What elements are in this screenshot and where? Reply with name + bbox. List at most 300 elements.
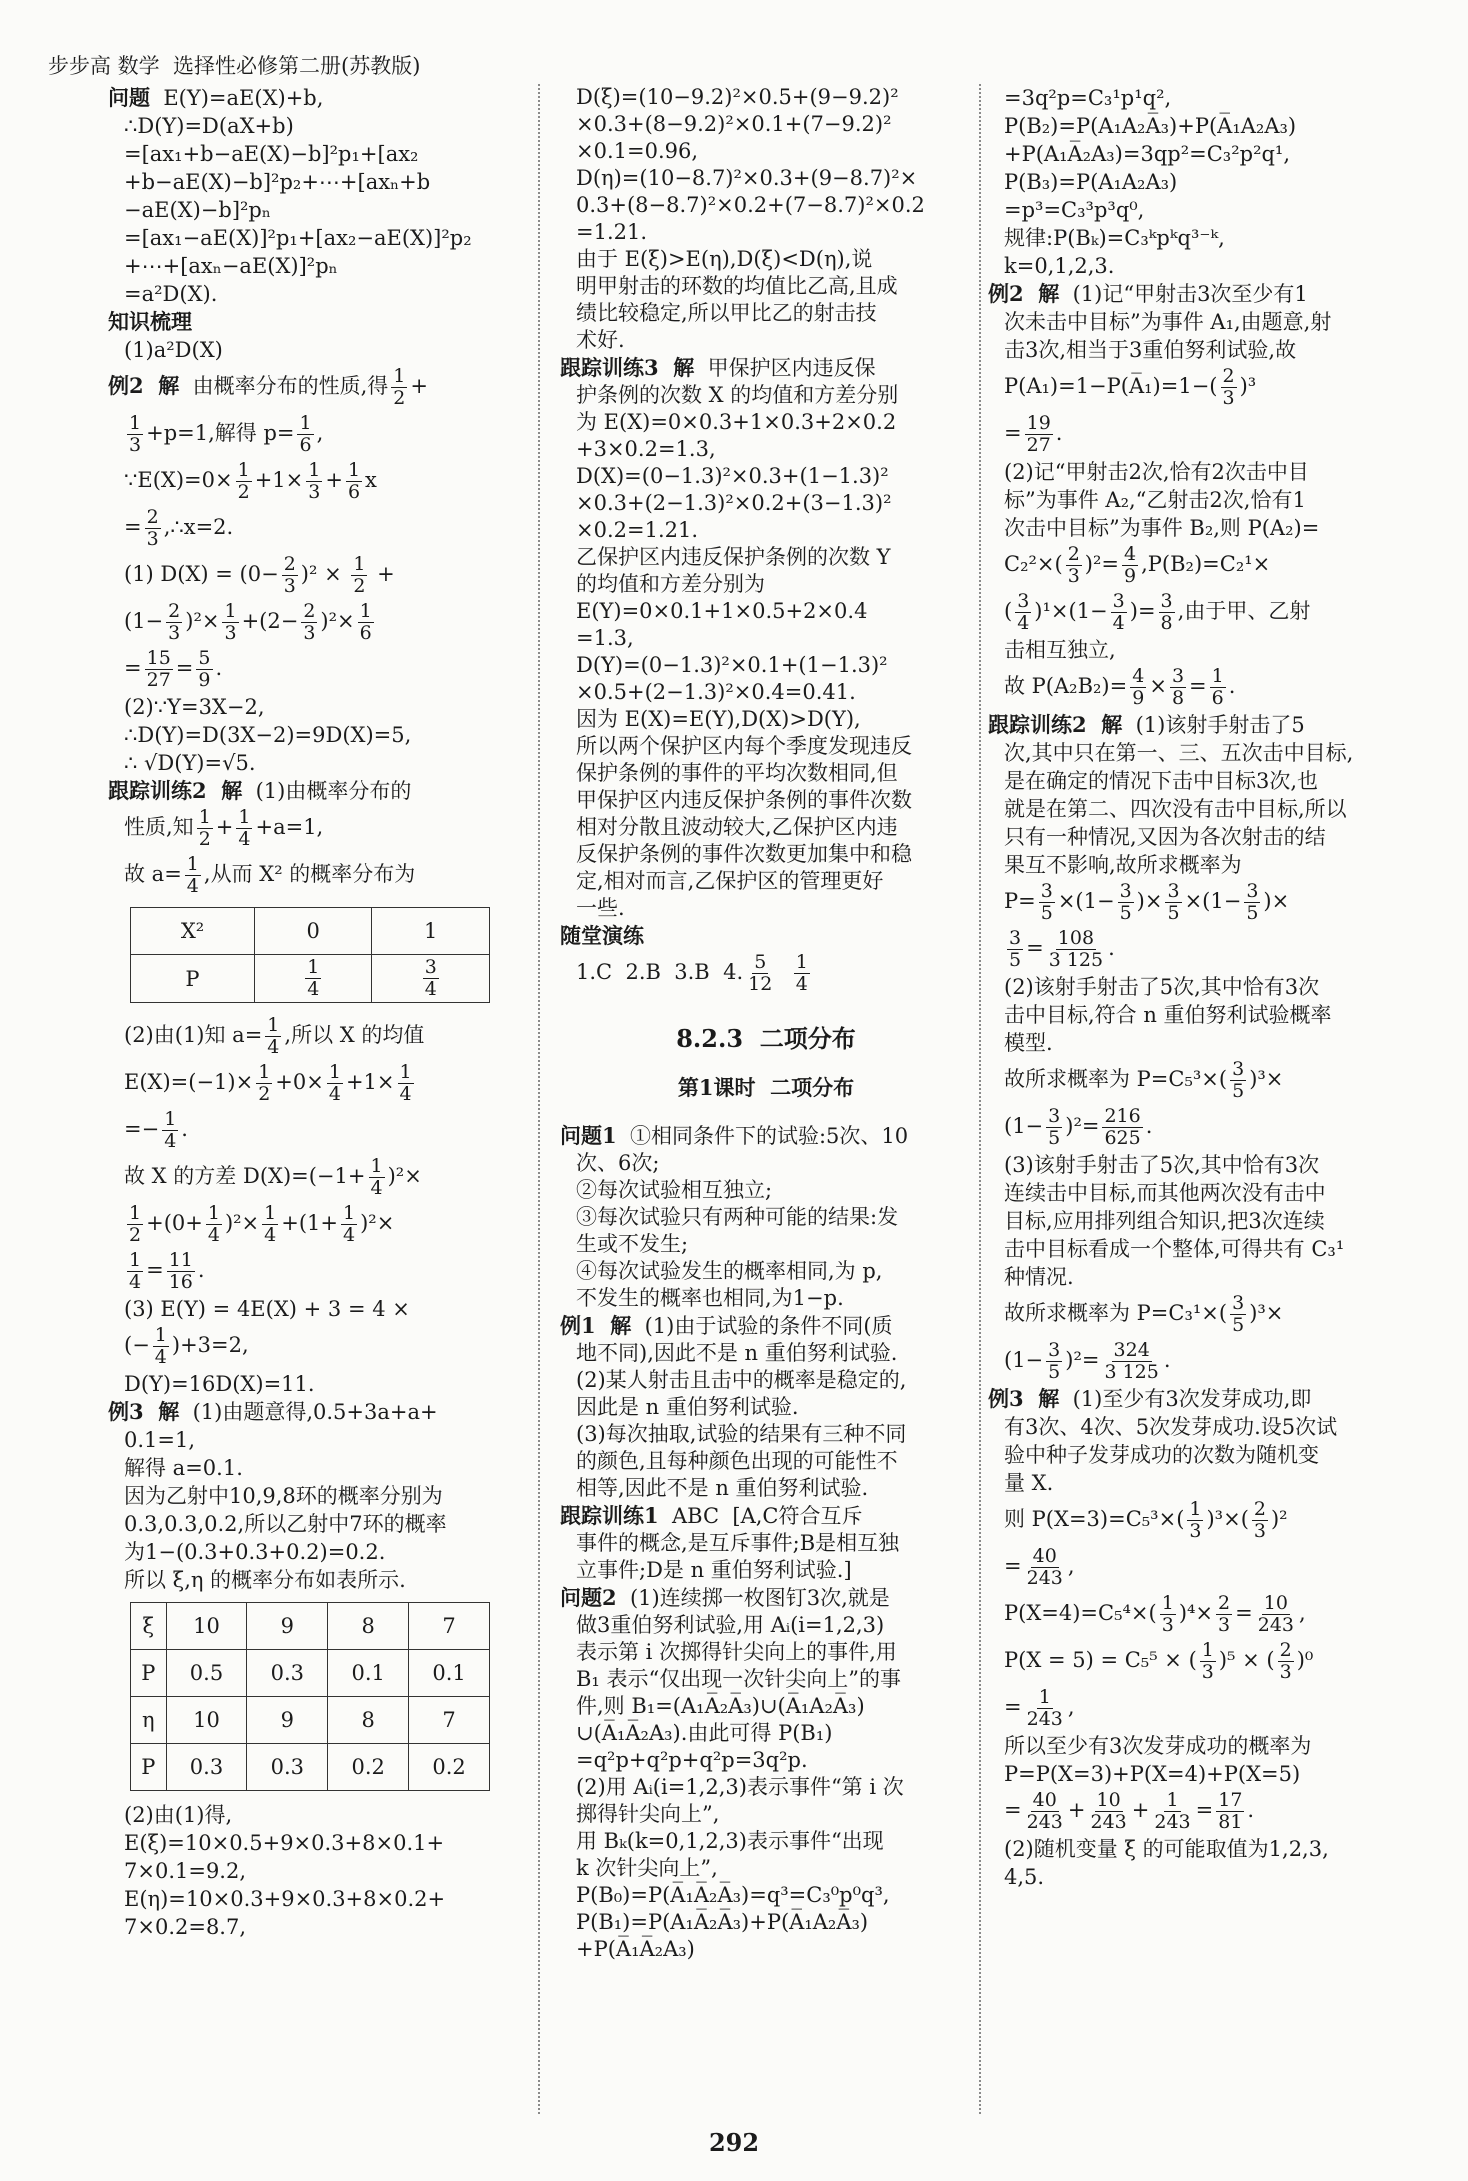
text-line <box>560 706 972 733</box>
text-line <box>560 1340 972 1367</box>
text-run: P(B₃)=P(A₁A₂A₃) <box>1004 170 1178 194</box>
fraction-denominator: 4 <box>795 973 808 995</box>
text-run: 生或不发生; <box>576 1232 689 1256</box>
text-run: 由于 E(ξ)>E(η),D(ξ)<D(η),说 <box>576 247 873 271</box>
text-run: 为1−(0.3+0.3+0.2)=0.2. <box>124 1540 386 1564</box>
section-label: 跟踪训练2 解 <box>108 778 243 803</box>
table-cell: 10 <box>166 1697 247 1744</box>
text-run: C₂²×( <box>1004 552 1063 576</box>
text-line <box>560 652 972 679</box>
fraction-numerator: 1 <box>328 1061 341 1083</box>
table-cell: 0.5 <box>166 1650 247 1697</box>
table-cell: 0.3 <box>247 1744 328 1791</box>
text-run: ×0.3+(2−1.3)²×0.2+(3−1.3)² <box>576 491 892 515</box>
text-run: 4,5. <box>1004 1865 1045 1889</box>
fraction <box>1111 591 1127 634</box>
text-run: 故 X 的方差 D(X)=(−1+ <box>124 1164 366 1188</box>
text-run: D(X)=(0−1.3)²×0.3+(1−1.3)² <box>576 464 889 488</box>
fraction <box>1256 1593 1296 1636</box>
fraction-denominator: 243 <box>1090 1811 1127 1833</box>
text-run: 7×0.2=8.7, <box>124 1915 247 1939</box>
text-line <box>560 246 972 273</box>
fraction-denominator: 625 <box>1104 1127 1141 1149</box>
table-row <box>131 1697 490 1744</box>
text-line <box>560 1882 972 1909</box>
fraction-numerator: 3 <box>1017 590 1030 612</box>
table-row <box>131 955 490 1003</box>
text-run: (2)某人射击且击中的概率是稳定的, <box>576 1368 907 1392</box>
fraction-denominator: 3 <box>129 434 142 456</box>
text-run: E(Y)=0×0.1+1×0.5+2×0.4 <box>576 599 868 623</box>
text-line <box>108 1201 520 1248</box>
text-run: . <box>1228 674 1236 698</box>
text-line <box>108 140 520 168</box>
text-line <box>560 571 972 598</box>
fraction <box>369 1156 385 1199</box>
text-run: +b−aE(X)−b]²p₂+⋯+[axₙ+b <box>124 170 431 194</box>
text-line <box>988 112 1388 140</box>
fraction <box>1025 1790 1065 1833</box>
text-line <box>560 1204 972 1231</box>
fraction <box>262 1203 278 1246</box>
text-line <box>108 1013 520 1060</box>
fraction-numerator: 1 <box>258 1061 271 1083</box>
fraction <box>162 1109 178 1152</box>
text-run: −aE(X)−b]²pₙ <box>124 198 271 222</box>
table-cell: 0 <box>255 908 372 955</box>
table-cell: 8 <box>328 1697 409 1744</box>
text-run: = <box>146 1258 164 1282</box>
text-line <box>108 1885 520 1913</box>
fraction-numerator: 2 <box>1222 365 1235 387</box>
text-run: 甲保护区内违反保 <box>694 356 876 380</box>
text-run: 事件的概念,是互斥事件;B是相互独 <box>576 1531 900 1555</box>
fraction-denominator: 6 <box>1211 687 1224 709</box>
text-line <box>560 1367 972 1394</box>
text-line <box>560 1693 972 1720</box>
section-heading <box>560 1019 972 1054</box>
text-line <box>988 1413 1388 1441</box>
section-label: 例3 解 <box>988 1386 1060 1411</box>
text-run: )²= <box>1084 552 1120 576</box>
text-run: (3)每次抽取,试验的结果有三种不同 <box>576 1422 907 1446</box>
text-run: = <box>1004 1554 1022 1578</box>
text-run: 次未击中目标”为事件 A₁,由题意,射 <box>1004 310 1332 334</box>
fraction-denominator: 4 <box>343 1224 356 1246</box>
text-run: (1)a²D(X) <box>124 338 223 362</box>
fraction-denominator: 3 <box>1201 1661 1214 1683</box>
fraction-numerator: 4 <box>1124 543 1137 565</box>
text-run: ③每次试验只有两种可能的结果:发 <box>576 1205 899 1229</box>
fraction-numerator: 1 <box>237 459 250 481</box>
text-line <box>108 224 520 252</box>
fraction <box>1278 1640 1294 1683</box>
fraction-numerator: 1 <box>264 1202 277 1224</box>
text-line <box>560 111 972 138</box>
text-line <box>560 219 972 246</box>
fraction-numerator: 3 <box>1112 590 1125 612</box>
running-header: 步步高 数学 选择性必修第二册(苏教版) <box>48 54 421 78</box>
fraction-numerator: 2 <box>303 600 316 622</box>
fraction <box>236 460 252 503</box>
text-line <box>988 140 1388 168</box>
text-line <box>108 252 520 280</box>
fraction-denominator: 3 <box>1189 1520 1202 1542</box>
text-run: 因为 E(X)=E(Y),D(X)>D(Y), <box>576 707 861 731</box>
fraction <box>1160 1593 1176 1636</box>
fraction-numerator: 17 <box>1218 1789 1243 1811</box>
text-line <box>108 1154 520 1201</box>
fraction-numerator: 1 <box>795 951 808 973</box>
text-line <box>108 1398 520 1426</box>
text-run: 有3次、4次、5次发芽成功.设5次试 <box>1004 1415 1338 1439</box>
text-run: )²× <box>185 609 220 633</box>
text-line <box>560 1801 972 1828</box>
table-cell: X² <box>131 908 255 955</box>
text-run: ∴D(Y)=D(aX+b) <box>124 114 294 138</box>
fraction-denominator: 243 <box>1026 1708 1063 1730</box>
fraction-numerator: 324 <box>1113 1339 1150 1361</box>
text-run: x <box>365 468 377 492</box>
text-run: . <box>215 656 223 680</box>
text-line <box>108 1857 520 1885</box>
answer-column-middle <box>560 84 972 1963</box>
fraction-denominator: 3 <box>308 481 321 503</box>
text-run: D(η)=(10−8.7)²×0.3+(9−8.7)²× <box>576 166 918 190</box>
text-line <box>108 646 520 693</box>
fraction <box>1047 928 1105 971</box>
fraction-denominator: 9 <box>198 669 211 691</box>
fraction <box>346 460 362 503</box>
text-line <box>988 851 1388 879</box>
fraction-denominator: 4 <box>238 828 251 850</box>
text-run: 故所求概率为 P=C₅³×( <box>1004 1067 1228 1091</box>
fraction-numerator: 2 <box>1218 1592 1231 1614</box>
section-label: 例3 解 <box>108 1399 180 1424</box>
text-line <box>560 733 972 760</box>
text-run: 标”为事件 A₂,“乙射击2次,恰有1 <box>1004 488 1306 512</box>
text-run: )³× <box>1249 1301 1284 1325</box>
text-line <box>560 300 972 327</box>
fraction <box>306 460 322 503</box>
text-run: )⁴× <box>1178 1601 1214 1625</box>
fraction-denominator: 2 <box>353 575 366 597</box>
text-run: = <box>1004 421 1022 445</box>
text-line <box>988 589 1388 636</box>
text-line <box>108 1370 520 1398</box>
fraction-denominator: 6 <box>359 622 372 644</box>
text-run: +P(A₁A̅₂A₃)=3qp²=C₃²p²q¹, <box>1004 142 1291 166</box>
fraction-denominator: 9 <box>1132 687 1145 709</box>
text-line <box>560 354 972 382</box>
text-line <box>560 1855 972 1882</box>
text-run: 只有一种情况,又因为各次射击的结 <box>1004 825 1326 849</box>
column-divider <box>979 84 981 2114</box>
text-run: P(A₁)=1−P(A̅₁)=1−( <box>1004 374 1218 398</box>
fraction-numerator: 40 <box>1032 1545 1057 1567</box>
fraction-numerator: 3 <box>1040 880 1053 902</box>
text-run: (2)随机变量 ξ 的可能取值为1,2,3, <box>1004 1837 1329 1861</box>
text-run: 1.C 2.B 3.B 4. <box>576 960 744 984</box>
text-run: + <box>1131 1798 1150 1822</box>
probability-table <box>130 907 490 1003</box>
text-run: 规律:P(Bₖ)=C₃ᵏpᵏq³⁻ᵏ, <box>1004 226 1225 250</box>
fraction-numerator: 2 <box>146 506 159 528</box>
text-line <box>560 1666 972 1693</box>
text-run: 0.3,0.3,0.2,所以乙射中7环的概率 <box>124 1512 447 1536</box>
text-line <box>560 868 972 895</box>
fraction-denominator: 3 <box>168 622 181 644</box>
fraction-numerator: 1 <box>164 1108 177 1130</box>
text-run: +P(A̅₁A̅₂A₃) <box>576 1937 695 1961</box>
text-line <box>108 805 520 852</box>
text-line <box>988 308 1388 336</box>
text-line <box>988 364 1388 411</box>
fraction-numerator: 3 <box>1167 880 1180 902</box>
text-line <box>108 336 520 364</box>
text-run: 解得 a=0.1. <box>124 1456 243 1480</box>
fraction-denominator: 5 <box>1009 949 1022 971</box>
text-line <box>988 823 1388 851</box>
text-run: 模型. <box>1004 1031 1053 1055</box>
text-line <box>560 1475 972 1502</box>
text-line <box>108 852 520 899</box>
text-run: 为 E(X)=0×0.3+1×0.3+2×0.2 <box>576 410 897 434</box>
text-line <box>560 1448 972 1475</box>
text-run: E(η)=10×0.3+9×0.3+8×0.2+ <box>124 1887 446 1911</box>
text-run: 反保护条例的事件次数更加集中和稳 <box>576 842 912 866</box>
section-label: 随堂演练 <box>560 923 644 948</box>
fraction <box>1015 591 1031 634</box>
table-cell: η <box>131 1697 167 1744</box>
table-cell <box>372 955 490 1003</box>
text-run: + <box>325 468 343 492</box>
fraction <box>1230 1059 1246 1102</box>
fraction-numerator: 1 <box>207 1202 220 1224</box>
text-run: 7×0.1=9.2, <box>124 1859 247 1883</box>
fraction-numerator: 1 <box>399 1061 412 1083</box>
text-line <box>108 168 520 196</box>
text-run: ∪(A̅₁A̅₂A₃).由此可得 P(B₁) <box>576 1721 833 1745</box>
fraction-numerator: 1 <box>343 1202 356 1224</box>
fraction-numerator: 2 <box>1253 1498 1266 1520</box>
text-run: 次,其中只在第一、三、五次击中目标, <box>1004 741 1354 765</box>
fraction-numerator: 1 <box>267 1014 280 1036</box>
fraction-denominator: 5 <box>1167 902 1180 924</box>
text-line <box>560 1312 972 1340</box>
fraction-numerator: 3 <box>1048 1105 1061 1127</box>
text-run: , <box>1067 1695 1075 1719</box>
text-run: P=P(X=3)+P(X=4)+P(X=5) <box>1004 1762 1301 1786</box>
fraction-numerator: 1 <box>308 459 321 481</box>
text-run: (1)由题意得,0.5+3a+a+ <box>179 1400 438 1424</box>
text-line <box>560 895 972 922</box>
text-run: ∵E(X)=0× <box>124 468 233 492</box>
fraction-denominator: 4 <box>129 1271 142 1293</box>
fraction <box>1025 413 1053 456</box>
fraction-denominator: 4 <box>207 1224 220 1246</box>
text-line <box>108 1323 520 1370</box>
answer-column-left <box>108 84 520 1941</box>
text-run: P(X = 5) = C₅⁵ × ( <box>1004 1648 1197 1672</box>
text-run: D(Y)=16D(X)=11. <box>124 1372 315 1396</box>
fraction <box>1046 1340 1062 1383</box>
text-run: )²= <box>1065 1348 1100 1372</box>
fraction-numerator: 3 <box>1048 1339 1061 1361</box>
text-run: + <box>1067 1798 1086 1822</box>
fraction-denominator: 8 <box>1160 612 1173 634</box>
text-run: 所以两个保护区内每个季度发现违反 <box>576 734 912 758</box>
text-run: 因为乙射中10,9,8环的概率分别为 <box>124 1484 443 1508</box>
text-line <box>988 1385 1388 1413</box>
text-line <box>560 1936 972 1963</box>
fraction-denominator: 3 <box>1067 565 1080 587</box>
section-label: 跟踪训练3 解 <box>560 355 695 380</box>
table-cell: 7 <box>409 1697 490 1744</box>
text-run: 第1课时 二项分布 <box>677 1075 855 1100</box>
section-label: 例2 解 <box>988 281 1060 306</box>
fraction <box>341 1203 357 1246</box>
fraction <box>1118 881 1134 924</box>
text-run: (2)由(1)知 a= <box>124 1023 263 1047</box>
text-run: 因此是 n 重伯努利试验. <box>576 1395 799 1419</box>
text-run: + <box>370 562 395 586</box>
text-line <box>560 1258 972 1285</box>
fraction-numerator: 1 <box>129 1249 142 1271</box>
text-run: 保护条例的事件的平均次数相同,但 <box>576 761 898 785</box>
text-line <box>988 1788 1388 1835</box>
text-run: =p³=C₃³p³q⁰, <box>1004 198 1145 222</box>
text-run: 次、6次; <box>576 1151 660 1175</box>
fraction <box>297 413 313 456</box>
text-run: 击中目标看成一个整体,可得共有 C₃¹ <box>1004 1237 1345 1261</box>
text-line <box>560 1828 972 1855</box>
fraction <box>1159 591 1175 634</box>
text-line <box>108 552 520 599</box>
text-run: . <box>197 1258 205 1282</box>
fraction <box>127 413 143 456</box>
text-run: 定,相对而言,乙保护区的管理更好 <box>576 869 884 893</box>
fraction-denominator: 3 <box>146 528 159 550</box>
fraction-numerator: 1 <box>198 806 211 828</box>
fraction-numerator: 1 <box>347 459 361 481</box>
fraction-denominator: 16 <box>168 1271 193 1293</box>
text-line <box>988 1235 1388 1263</box>
fraction-numerator: 2 <box>1279 1639 1292 1661</box>
text-run: 件,则 B₁=(A₁A̅₂A̅₃)∪(A̅₁A₂A̅₃) <box>576 1694 865 1718</box>
text-run: = <box>1004 1695 1022 1719</box>
text-run: = <box>1004 1798 1022 1822</box>
text-run: 护条例的次数 X 的均值和方差分别 <box>576 383 899 407</box>
text-line <box>560 463 972 490</box>
text-line <box>988 1544 1388 1591</box>
text-run: + <box>215 815 234 839</box>
fraction-denominator: 243 <box>1257 1614 1294 1636</box>
table-cell: 1 <box>372 908 490 955</box>
fraction <box>1170 666 1186 709</box>
text-run: )× <box>1263 889 1290 913</box>
fraction-numerator: 10 <box>1096 1789 1121 1811</box>
fraction <box>746 952 774 995</box>
fraction <box>1088 1790 1128 1833</box>
text-run: k=0,1,2,3. <box>1004 254 1115 278</box>
text-line <box>108 1482 520 1510</box>
text-line <box>988 1441 1388 1469</box>
text-run: = <box>1189 674 1207 698</box>
lesson-heading <box>560 1072 972 1102</box>
text-run: P(B₁)=P(A₁A̅₂A̅₃)+P(A̅₁A₂A̅₃) <box>576 1910 869 1934</box>
text-run: ×0.5+(2−1.3)²×0.4=0.41. <box>576 680 856 704</box>
text-run: ABC [A,C符合互斥 <box>658 1504 863 1528</box>
text-line <box>988 711 1388 739</box>
text-line <box>988 84 1388 112</box>
text-line <box>108 1510 520 1538</box>
fraction-denominator: 4 <box>1112 612 1125 634</box>
text-run: ×(1− <box>1184 889 1242 913</box>
text-run: ×0.2=1.21. <box>576 518 699 542</box>
fraction-denominator: 243 <box>1154 1811 1191 1833</box>
fraction-numerator: 1 <box>1038 1686 1051 1708</box>
section-label: 例1 解 <box>560 1313 632 1338</box>
text-line <box>560 1150 972 1177</box>
table-cell: 7 <box>409 1603 490 1650</box>
text-run: ④每次试验发生的概率相同,为 p, <box>576 1259 883 1283</box>
text-run: P= <box>1004 889 1036 913</box>
text-line <box>108 721 520 749</box>
text-run: ×0.3+(8−9.2)²×0.1+(7−9.2)² <box>576 112 892 136</box>
text-run: = <box>1235 1601 1253 1625</box>
text-line <box>108 458 520 505</box>
text-line <box>108 777 520 805</box>
text-line <box>560 1231 972 1258</box>
table-cell: 9 <box>247 1697 328 1744</box>
text-run: 种情况. <box>1004 1265 1074 1289</box>
text-line <box>560 787 972 814</box>
fraction <box>1152 1790 1192 1833</box>
text-run: , <box>1067 1554 1075 1578</box>
text-line <box>560 192 972 219</box>
text-line <box>108 196 520 224</box>
text-run: =1.21. <box>576 220 648 244</box>
text-run: )²× <box>320 609 355 633</box>
text-run: = <box>124 515 142 539</box>
table-cell: P <box>131 955 255 1003</box>
text-line <box>560 922 972 950</box>
text-line <box>108 599 520 646</box>
text-line <box>108 1913 520 1941</box>
fraction-denominator: 5 <box>1232 1080 1245 1102</box>
text-run: +p=1,解得 p= <box>146 421 295 445</box>
fraction-denominator: 4 <box>267 1036 280 1058</box>
text-line <box>560 625 972 652</box>
fraction-denominator: 3 <box>283 575 296 597</box>
text-run: +1× <box>254 468 304 492</box>
text-run: +a=1, <box>255 815 324 839</box>
fraction-numerator: 1 <box>353 553 366 575</box>
fraction <box>1216 1790 1244 1833</box>
text-run: 掷得针尖向上”, <box>576 1802 720 1826</box>
fraction <box>196 648 212 691</box>
text-run: (2)该射手射击了5次,其中恰有3次 <box>1004 975 1320 999</box>
table-cell: 0.3 <box>247 1650 328 1697</box>
text-line <box>988 767 1388 795</box>
fraction-numerator: 3 <box>1232 1292 1245 1314</box>
text-line <box>560 760 972 787</box>
fraction-denominator: 4 <box>307 978 320 1000</box>
text-line <box>988 879 1388 926</box>
text-run: 0.1=1, <box>124 1428 196 1452</box>
fraction-denominator: 3 <box>1222 387 1235 409</box>
